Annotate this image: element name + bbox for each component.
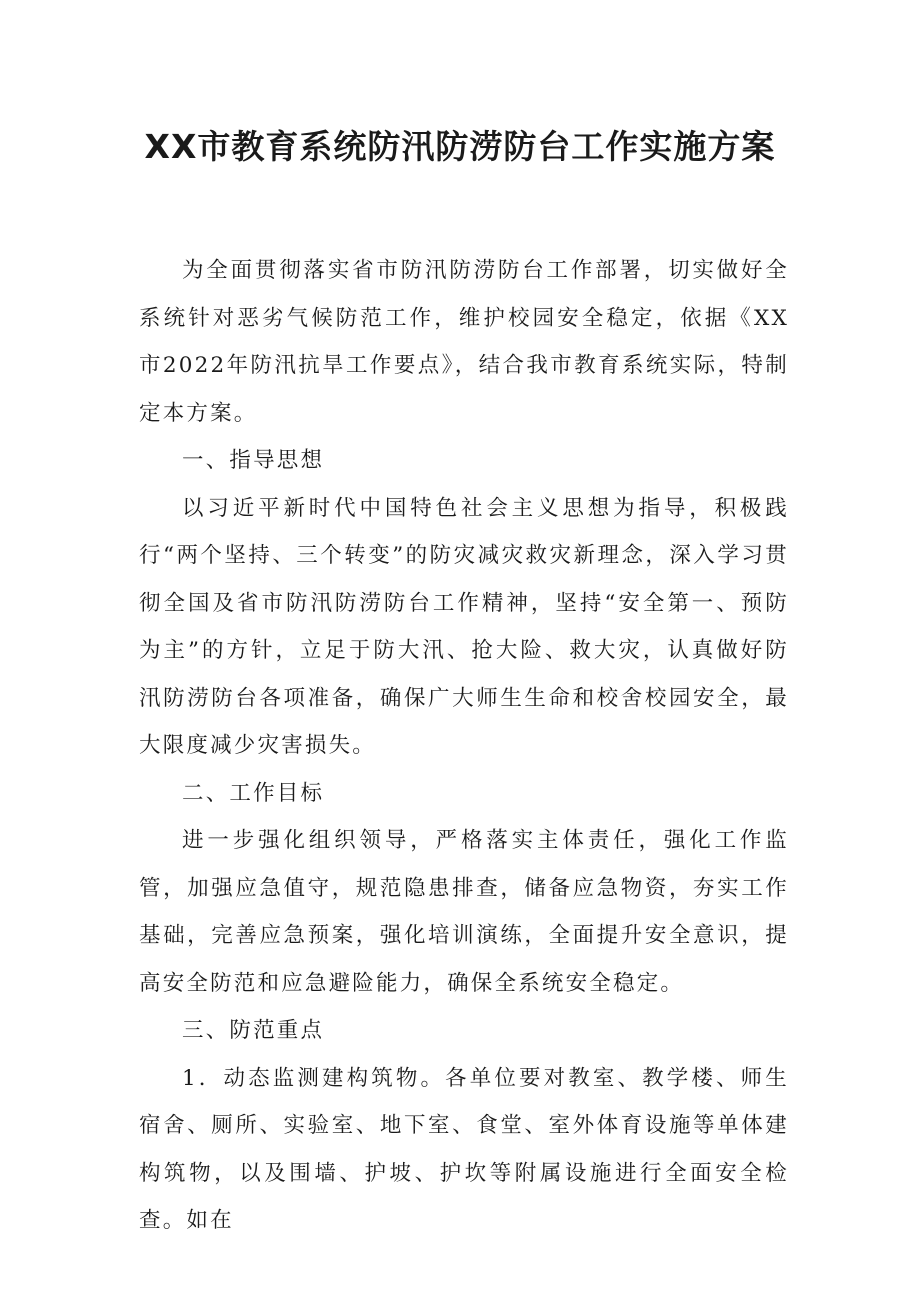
section-heading-prevention-focus: 三、防范重点: [182, 1018, 325, 1043]
work-goals-paragraph: 进一步强化组织领导，严格落实主体责任，强化工作监管，加强应急值守，规范隐患排查，储备应急物资，夯实工作基础，完善应急预案，强化培训演练，全面提升安全意识，提高安全防范和应急避险能力，确保全系统安全稳定。: [139, 828, 789, 996]
section-heading-guiding-ideology: 一、指导思想: [182, 448, 325, 473]
section-heading-work-goals: 二、工作目标: [182, 780, 325, 806]
document-title: XX市教育系统防汛防涝防台工作实施方案: [144, 127, 776, 166]
document-body: [139, 247, 789, 1245]
intro-paragraph: 为全面贯彻落实省市防汛防涝防台工作部署，切实做好全系统针对恶劣气候防范工作，维护校园安全稳定，依据《XX市2022年防汛抗旱工作要点》，结合我市教育系统实际，特制定本方案。: [139, 258, 789, 426]
guiding-ideology-paragraph: 以习近平新时代中国特色社会主义思想为指导，积极践行“两个坚持、三个转变”的防灾减灾救灾新理念，深入学习贯彻全国及省市防汛防涝防台工作精神，坚持“安全第一、预防为主”的方针，立足于防大汛、抢大险、救大灾，认真做好防汛防涝防台各项准备，确保广大师生生命和校舍校园安全，最大限度减少灾害损失。: [139, 495, 789, 758]
prevention-item-1-paragraph: 1．动态监测建构筑物。各单位要对教室、教学楼、师生宿舍、厕所、实验室、地下室、食堂、室外体育设施等单体建构筑物，以及围墙、护坡、护坎等附属设施进行全面安全检查。如在: [139, 1065, 789, 1233]
